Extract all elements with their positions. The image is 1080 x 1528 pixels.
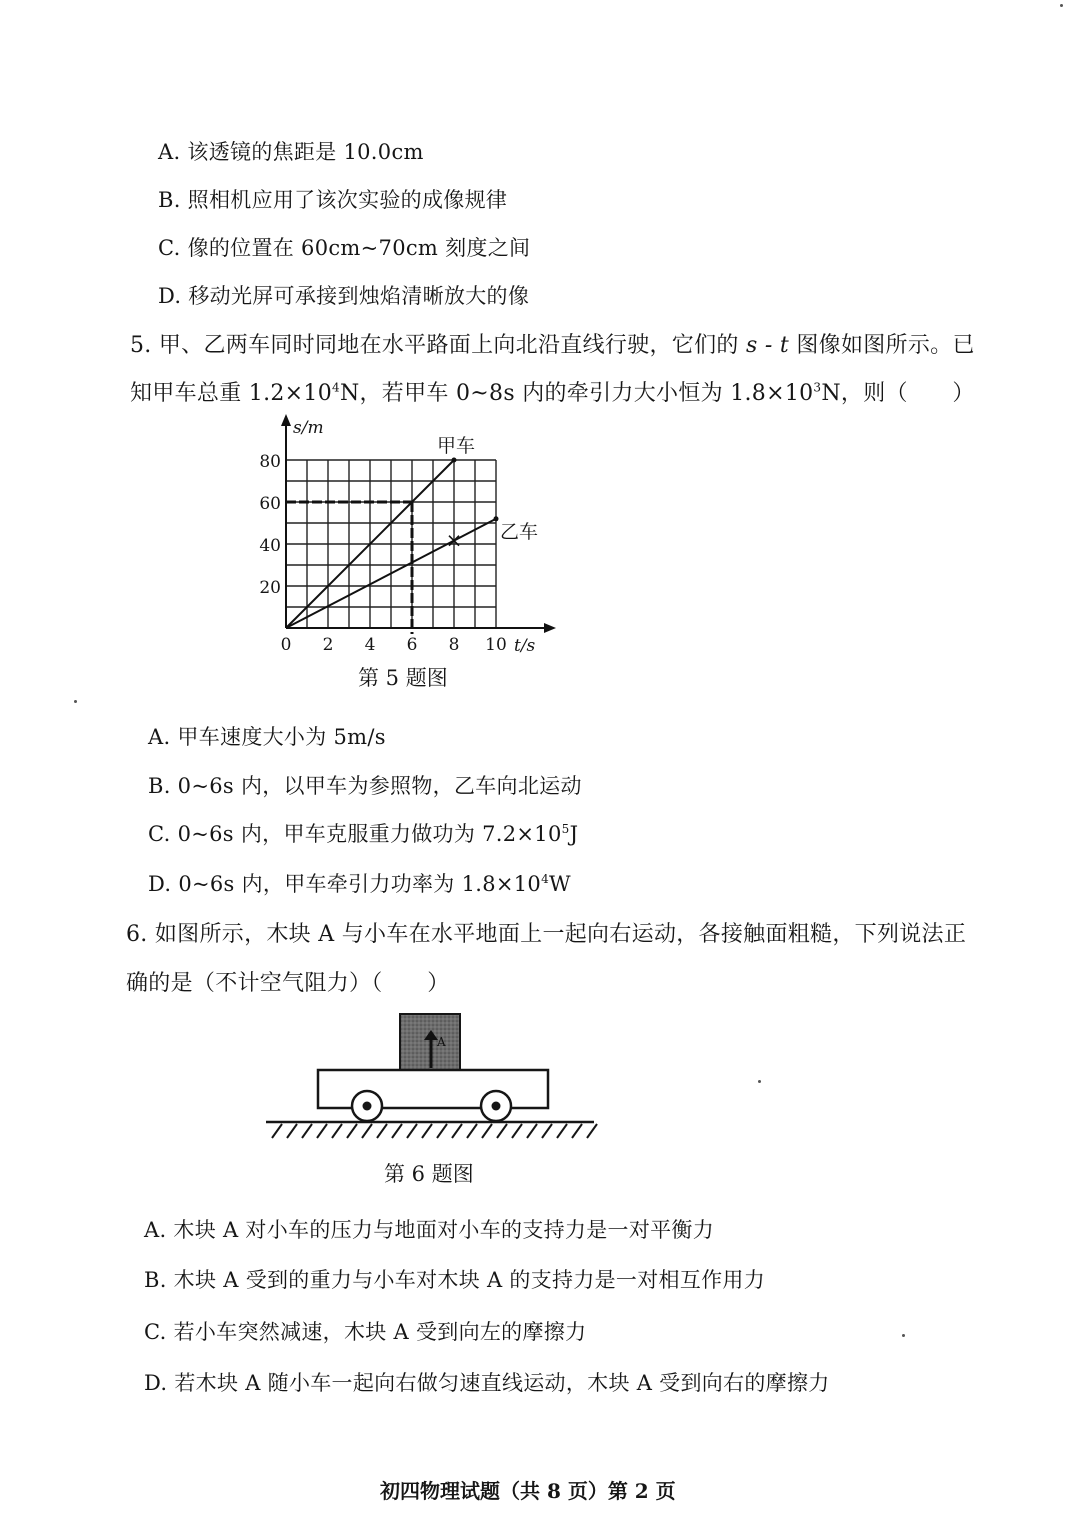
x-tick-label: 8 [448,635,460,655]
y-axis-label: s/m [293,418,324,438]
hatch-mark [482,1124,492,1138]
page-footer: 初四物理试题（共 8 页）第 2 页 [380,1479,676,1503]
q5-option-c: C. 0~6s 内，甲车克服重力做功为 $7.2\times 10^5J$ [148,822,579,846]
scan-speck [74,700,77,703]
hatch-mark [287,1124,297,1138]
hatch-mark [317,1124,327,1138]
q6-option-a: A. 木块 A 对小车的压力与地面对小车的支持力是一对平衡力 [144,1218,715,1242]
q5-stem-line1: 5. 甲、乙两车同时同地在水平路面上向北沿直线行驶，它们的 s - t 图像如图所示。已 [130,333,975,358]
q6-option-d: D. 若木块 A 随小车一起向右做匀速直线运动，木块 A 受到向右的摩擦力 [144,1371,830,1395]
hatch-mark [497,1124,507,1138]
hatch-mark [527,1124,537,1138]
hatch-mark [332,1124,342,1138]
series-label: 甲车 [437,435,476,457]
hatch-mark [557,1124,567,1138]
x-tick-label: 6 [406,635,418,655]
hatch-mark [437,1124,447,1138]
ground-hatching [272,1124,597,1138]
y-tick-label: 60 [259,494,281,514]
hatch-mark [512,1124,522,1138]
hatch-mark [392,1124,402,1138]
q6-option-b: B. 木块 A 受到的重力与小车对木块 A 的支持力是一对相互作用力 [144,1268,766,1292]
q5-stem-line2: 知甲车总重 $1.2\times 10^4N$，若甲车 0~8s 内的牵引力大小恒为 $1.8\times 10^3N$，则（ ） [130,380,975,406]
hatch-mark [422,1124,432,1138]
q5-option-d: D. 0~6s 内，甲车牵引力功率为 $1.8\times 10^4W$ [148,872,571,896]
hatch-mark [347,1124,357,1138]
x-tick-label: 10 [485,635,507,655]
hatch-mark [377,1124,387,1138]
q4-option-b: B. 照相机应用了该次实验的成像规律 [158,188,508,212]
y-tick-label: 20 [259,578,281,598]
x-axis-label: t/s [514,636,536,656]
hatch-mark [407,1124,417,1138]
q5-figure-caption: 第 5 题图 [358,666,448,690]
hatch-mark [572,1124,582,1138]
q6-stem-line1: 6. 如图所示，木块 A 与小车在水平地面上一起向右运动，各接触面粗糙，下列说法正 [126,922,967,947]
q5-option-a: A. 甲车速度大小为 5m/s [148,725,386,749]
y-tick-label: 80 [259,452,281,472]
hatch-mark [302,1124,312,1138]
x-tick-label: 0 [280,635,292,655]
scan-speck [758,1080,761,1083]
q6-stem-line2: 确的是（不计空气阻力）（ ） [126,971,450,996]
series-label: 乙车 [500,521,539,543]
block-label: A [437,1035,446,1049]
hatch-mark [362,1124,372,1138]
hatch-mark [452,1124,462,1138]
hatch-mark [542,1124,552,1138]
q6-figure-caption: 第 6 题图 [384,1162,474,1186]
scan-speck [902,1334,905,1337]
q4-option-d: D. 移动光屏可承接到烛焰清晰放大的像 [158,284,530,308]
q4-option-c: C. 像的位置在 60cm~70cm 刻度之间 [158,236,531,260]
q6-option-c: C. 若小车突然减速，木块 A 受到向左的摩擦力 [144,1320,587,1344]
x-tick-label: 4 [364,635,376,655]
y-tick-label: 40 [259,536,281,556]
hatch-mark [272,1124,282,1138]
cart-wheel-right-hub [492,1102,501,1111]
scan-speck [1060,4,1063,7]
cart-wheel-left-hub [363,1102,372,1111]
q4-option-a: A. 该透镜的焦距是 10.0cm [158,140,424,164]
q5-option-b: B. 0~6s 内，以甲车为参照物，乙车向北运动 [148,774,582,798]
x-tick-label: 2 [322,635,334,655]
hatch-mark [587,1124,597,1138]
hatch-mark [467,1124,477,1138]
